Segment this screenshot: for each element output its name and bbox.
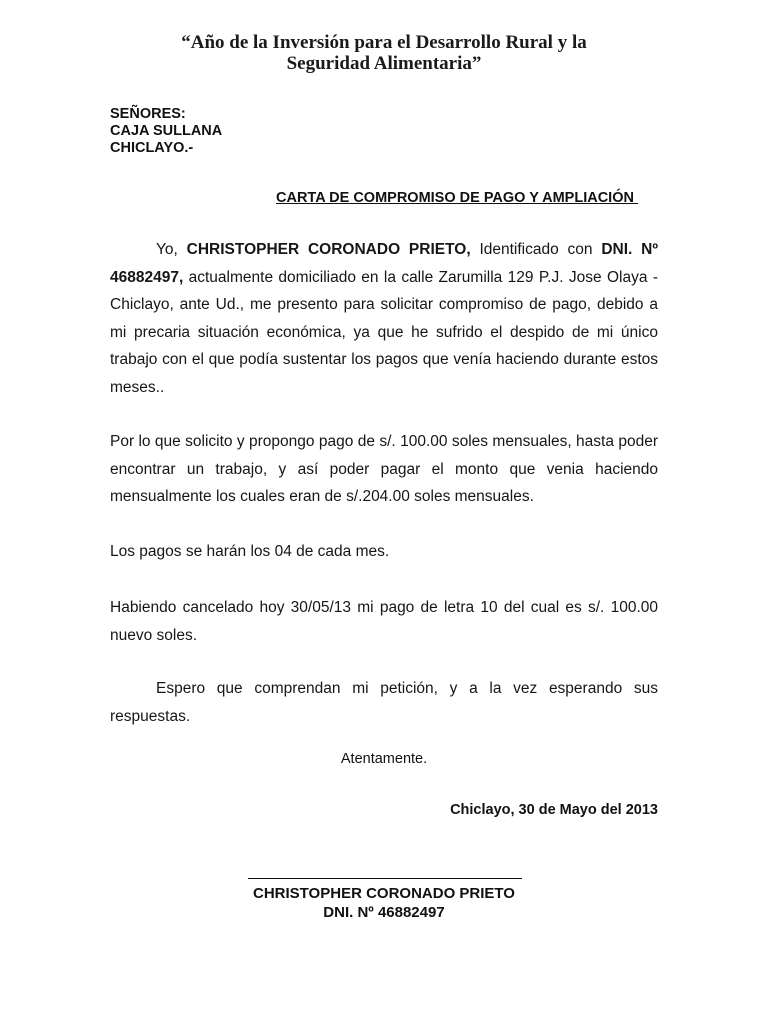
paragraph-4: Habiendo cancelado hoy 30/05/13 mi pago de letra 10 del cual es s/. 100.00 nuevo soles. (110, 599, 658, 644)
addressee-line-2: CAJA SULLANA (110, 123, 223, 139)
signature-dni: DNI. Nº 46882497 (323, 904, 445, 921)
addressee-block (110, 106, 222, 157)
addressee-line-3: CHICLAYO.- (110, 140, 194, 156)
addressee-line-1: SEÑORES: (110, 106, 186, 122)
place-date: Chiclayo, 30 de Mayo del 2013 (450, 802, 658, 818)
p1-rest: actualmente domiciliado en la calle Zarumilla 129 P.J. Jose Olaya - Chiclayo, ante Ud., me presento para solicitar compromiso de pago, debido a mi precaria situación económica, ya que he sufrido el despido de mi único trabajo con el que podía sustentar los pagos que venía haciendo durante estos meses.. (110, 268, 658, 396)
p1-lead: Yo, (156, 241, 187, 258)
paragraph-2: Por lo que solicito y propongo pago de s/. 100.00 soles mensuales, hasta poder encontrar un trabajo, y así poder pagar el monto que venia haciendo mensualmente los cuales eran de s/.204.00 soles mensuales. (110, 433, 658, 505)
closing-salutation: Atentamente. (340, 751, 428, 767)
p1-dni: DNI. Nº 46882497, (110, 241, 658, 286)
motto-line-1: “Año de la Inversión para el Desarrollo Rural y la (181, 32, 587, 53)
letter-subject: CARTA DE COMPROMISO DE PAGO Y AMPLIACIÓN (276, 190, 638, 206)
signature-name: CHRISTOPHER CORONADO PRIETO (253, 885, 515, 902)
signature-line (248, 878, 522, 879)
paragraph-5: Espero que comprendan mi petición, y a la vez esperando sus respuestas. (110, 680, 658, 725)
header-motto (110, 32, 658, 74)
paragraph-3: Los pagos se harán los 04 de cada mes. (110, 543, 390, 560)
motto-line-2: Seguridad Alimentaria” (286, 53, 482, 74)
p1-sender-name: CHRISTOPHER CORONADO PRIETO, (186, 241, 471, 258)
p1-mid: Identificado con (470, 241, 602, 258)
paragraph-1 (110, 236, 658, 401)
